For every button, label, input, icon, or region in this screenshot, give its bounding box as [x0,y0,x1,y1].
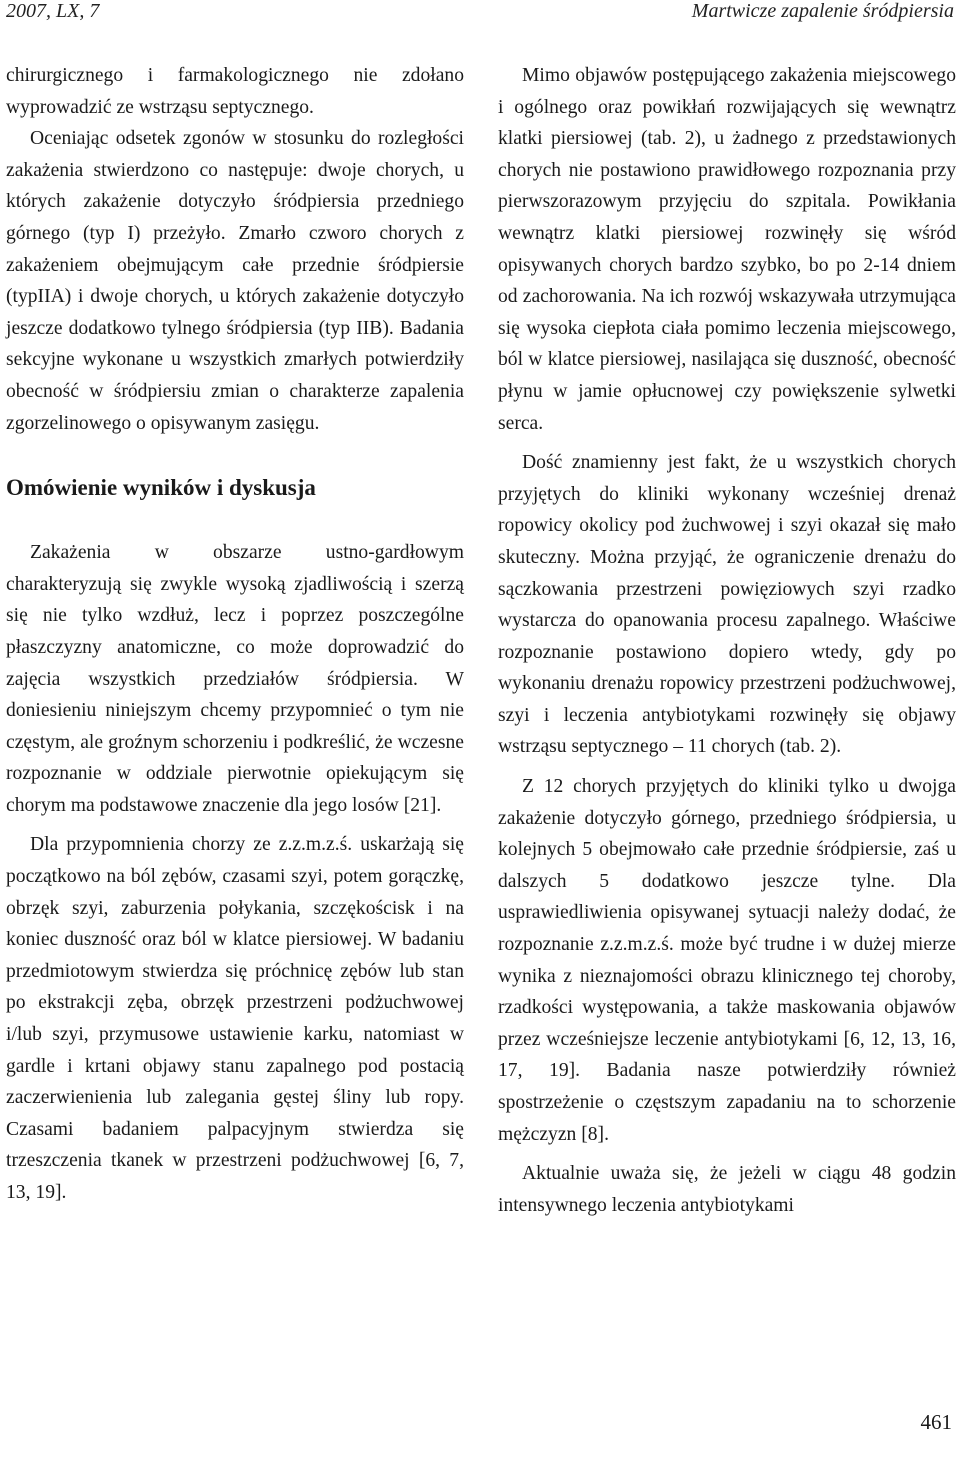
left-column [6,60,464,1209]
paragraph: Dla przypomnienia chorzy ze z.z.m.z.ś. uskarżają się początkowo na ból zębów, czasami szyi, potem gorączkę, obrzęk szyi, zaburzenia połykania, szczękościsk i na koniec duszność oraz ból w klatce piersiowej. W badaniu przedmiotowym stwierdza się próchnicę zębów lub stan po ekstrakcji zęba, obrzęk przestrzeni podżuchwowej i/lub szyi, przymusowe ustawienie karku, natomiast w gardle i krtani objawy stanu zapalnego pod postacią zaczerwienienia lub zalegania gęstej śliny lub ropy. Czasami badaniem palpacyjnym stwierdza się trzeszczenia tkanek w przestrzeni podżuchwowej [6, 7, 13, 19]. [6,834,464,1203]
paragraph: Oceniając odsetek zgonów w stosunku do rozległości zakażenia stwierdzono co następuje: dwoje chorych, u których zakażenie dotyczyło śródpiersia przedniego górnego (typ I) przeżyło. Zmarło czworo chorych z zakażeniem obejmującym całe przednie śródpiersie (typIIA) i dwoje chorych, u których zakażenie dotyczyło jeszcze dodatkowo tylnego śródpiersia (typ IIB). Badania sekcyjne wykonane u wszystkich zmarłych potwierdziły obecność w śródpiersiu zmian o charakterze zapalenia zgorzelinowego o opisywanym zasięgu. [6,128,464,434]
paragraph: Zakażenia w obszarze ustno-gardłowym charakteryzują się zwykle wysoką zjadliwością i szerzą się nie tylko wzdłuż, lecz i poprzez poszczególne płaszczyzny anatomiczne, co może doprowadzić do zajęcia wszystkich przedziałów śródpiersia. W doniesieniu niniejszym chcemy przypomnieć o tym nie częstym, ale groźnym schorzeniu i podkreślić, że wczesne rozpoznanie w oddziale pierwotnie opiekującym się chorym ma podstawowe znaczenie dla jego losów [21]. [6,542,464,816]
paragraph: chirurgicznego i farmakologicznego nie zdołano wyprowadzić ze wstrząsu septycznego. [6,65,464,118]
section-heading: Omówienie wyników i dyskusja [6,475,316,501]
running-header [0,0,960,28]
page-number: 461 [920,1410,952,1434]
paragraph: Mimo objawów postępującego zakażenia miejscowego i ogólnego oraz powikłań rozwijających się wewnątrz klatki piersiowej (tab. 2), u żadnego z przedstawionych chorych nie postawiono prawidłowego rozpoznania przy pierwszorazowym przyjęciu do szpitala. Powikłania wewnątrz klatki piersiowej rozwinęły się wśród opisywanych chorych bardzo szybko, bo po 2-14 dniem od zachorowania. Na ich rozwój wskazywała utrzymująca się wysoka ciepłota ciała pomimo leczenia miejscowego, ból w klatce piersiowej, nasilająca się duszność, obecność płynu w jamie opłucnowej czy powiększenie sylwetki serca. [498,65,956,434]
article-short-title: Martwicze zapalenie śródpiersia [691,0,954,22]
right-column [498,60,956,1221]
paragraph: Dość znamienny jest fakt, że u wszystkich chorych przyjętych do kliniki wykonany wcześniej drenaż ropowicy okolicy pod żuchwowej i szyi okazał się mało skuteczny. Można przyjąć, że ograniczenie drenażu do sączkowania przestrzeni powięziowych szyi rzadko wystarcza do opanowania procesu zapalnego. Właściwe rozpoznanie postawiono dopiero wtedy, gdy po wykonaniu drenażu ropowicy przestrzeni podżuchwowej, szyi i leczenia antybiotykami rozwinęły się objawy wstrząsu septycznego – 11 chorych (tab. 2). [498,452,956,758]
paragraph: Z 12 chorych przyjętych do kliniki tylko u dwojga zakażenie dotyczyło górnego, przedniego śródpiersia, u kolejnych 5 obejmowało całe przednie śródpiersie, zaś u dalszych 5 dodatkowo jeszcze tylne. Dla usprawiedliwienia opisywanej sytuacji należy dodać, że rozpoznanie z.z.m.z.ś. może być trudne i w dużej mierze wynika z nieznajomości obrazu klinicznego tej choroby, rzadkości występowania, a także maskowania objawów przez wcześniejsze leczenie antybiotykami [6, 12, 13, 16, 17, 19]. Badania nasze potwierdziły również spostrzeżenie o częstszym zapadaniu na to schorzenie mężczyzn [8]. [498,776,956,1145]
paragraph: Aktualnie uważa się, że jeżeli w ciągu 48 godzin intensywnego leczenia antybiotykami [498,1163,956,1216]
journal-citation: 2007, LX, 7 [6,0,100,22]
